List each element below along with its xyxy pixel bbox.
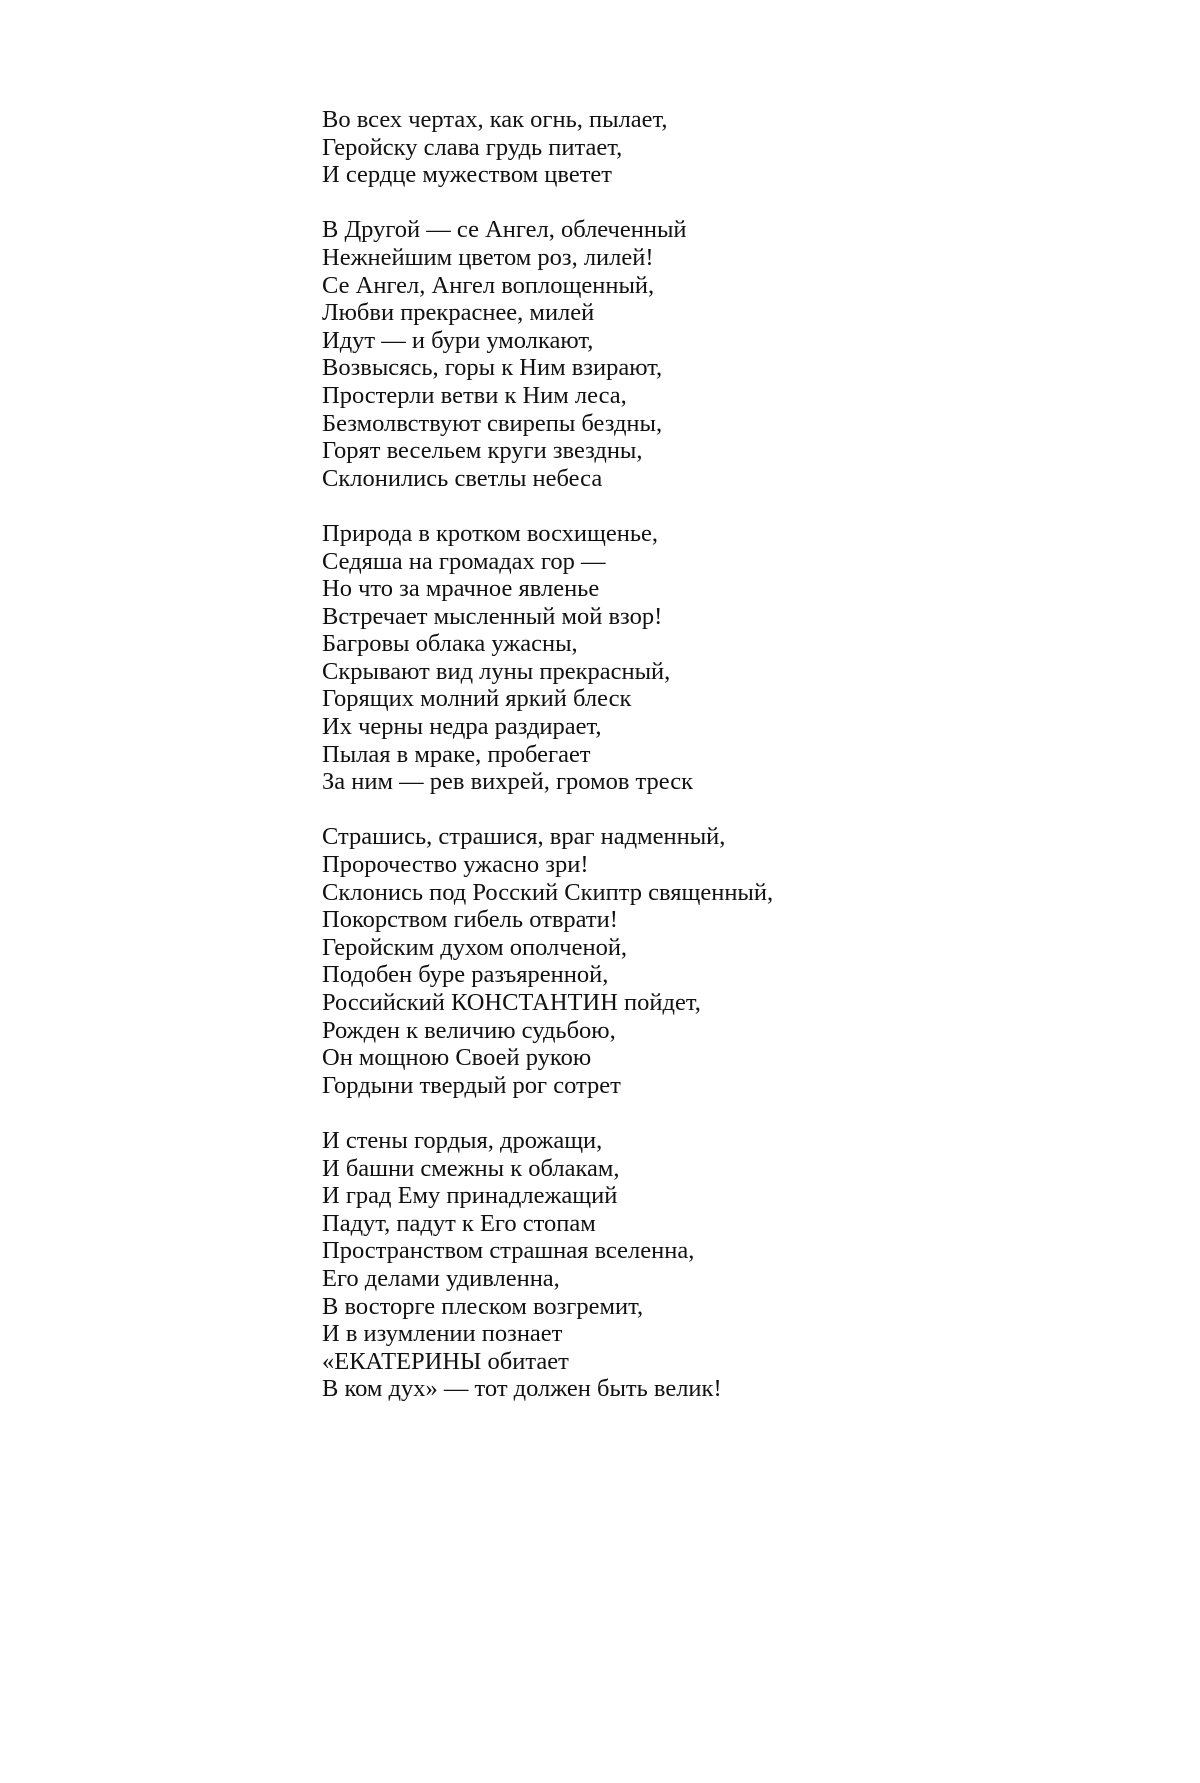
verse-line: «ЕКАТЕРИНЫ обитает <box>322 1347 569 1375</box>
verse-line: Падут, падут к Его стопам <box>322 1209 596 1237</box>
verse-line: Идут — и бури умолкают, <box>322 326 594 354</box>
verse-line: В Другой — се Ангел, облеченный <box>322 216 687 244</box>
verse-line: Подобен буре разъяренной, <box>322 961 609 989</box>
stanza <box>322 216 1142 492</box>
verse-line: Седяша на громадах гор — <box>322 547 606 575</box>
verse-line: В ком дух» — тот должен быть велик! <box>322 1375 722 1403</box>
verse-line: Безмолвствуют свирепы бездны, <box>322 409 663 437</box>
verse-line: Горят весельем круги звездны, <box>322 437 643 465</box>
verse-line: Се Ангел, Ангел воплощенный, <box>322 271 655 299</box>
stanza <box>322 823 1142 1099</box>
verse-line: Российский КОНСТАНТИН пойдет, <box>322 989 701 1016</box>
verse-line: Но что за мрачное явленье <box>322 575 600 603</box>
verse-line: И в изумлении познает <box>322 1320 563 1348</box>
verse-line: Любви прекраснее, милей <box>322 299 595 327</box>
verse-line: Геройску слава грудь питает, <box>322 133 623 161</box>
verse-line: За ним — рев вихрей, громов треск <box>322 768 694 796</box>
verse-line: Пылая в мраке, пробегает <box>322 740 591 768</box>
verse-line: Встречает мысленный мой взор! <box>322 602 663 630</box>
verse-line: Его делами удивленна, <box>322 1264 560 1292</box>
verse-line: Природа в кротком восхищенье, <box>322 519 659 547</box>
verse-line: Страшись, страшися, враг надменный, <box>322 823 726 851</box>
stanza <box>322 520 1142 796</box>
verse-line: Простерли ветви к Ним леса, <box>322 381 627 409</box>
stanza <box>322 106 1142 189</box>
verse-line: Во всех чертах, как огнь, пылает, <box>322 106 668 133</box>
verse-line: Пророчество ужасно зри! <box>322 851 589 879</box>
verse-line: Нежнейшим цветом роз, лилей! <box>322 243 654 271</box>
verse-line: Рожден к величию судьбою, <box>322 1016 616 1044</box>
verse-line: И сердце мужеством цветет <box>322 161 612 189</box>
verse-line: И башни смежны к облакам, <box>322 1154 620 1182</box>
verse-line: Их черны недра раздирает, <box>322 713 602 741</box>
poem-text <box>322 106 1142 1431</box>
verse-line: И стены гордыя, дрожащи, <box>322 1126 603 1154</box>
verse-line: Возвысясь, горы к Ним взирают, <box>322 354 663 382</box>
verse-line: Гордыни твердый рог сотрет <box>322 1071 621 1099</box>
verse-line: Покорством гибель отврати! <box>322 906 618 934</box>
verse-line: Пространством страшная вселенна, <box>322 1237 695 1265</box>
verse-line: Геройским духом ополченой, <box>322 933 628 961</box>
verse-line: Он мощною Своей рукою <box>322 1044 592 1072</box>
verse-line: Скрывают вид луны прекрасный, <box>322 657 671 685</box>
stanza <box>322 1127 1142 1403</box>
verse-line: В восторге плеском возгремит, <box>322 1292 644 1320</box>
verse-line: И град Ему принадлежащий <box>322 1182 618 1210</box>
verse-line: Склонись под Росский Скиптр священный, <box>322 878 774 906</box>
verse-line: Багровы облака ужасны, <box>322 630 578 658</box>
verse-line: Склонились светлы небеса <box>322 464 603 492</box>
verse-line: Горящих молний яркий блеск <box>322 685 632 713</box>
